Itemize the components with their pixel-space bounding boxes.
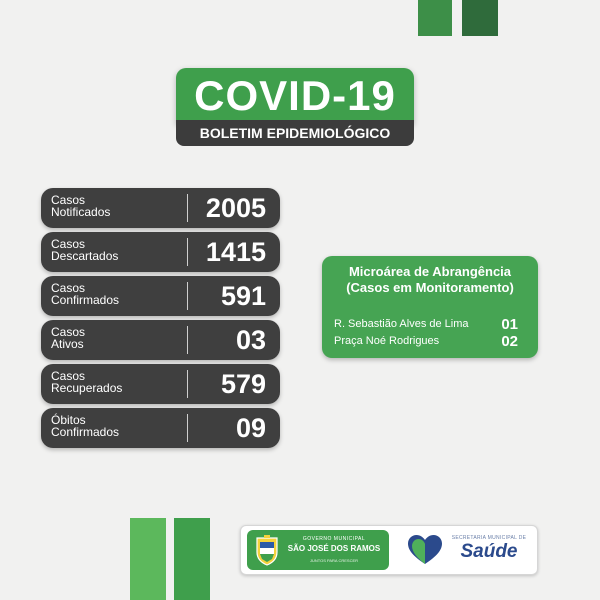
stat-divider [187,326,188,354]
decor-bar-top-dark [462,0,498,36]
footer-logos [240,525,538,575]
stats-panel [41,188,280,452]
stat-value: 03 [235,324,266,355]
stat-label: Casos Notificados [51,193,111,219]
decor-bar-top-light [418,0,452,36]
gov-small-label: GOVERNO MUNICIPAL [302,536,366,542]
microarea-item-name: R. Sebastião Alves de Lima [334,318,469,330]
stat-divider [187,414,188,442]
microarea-item-name: Praça Noé Rodrigues [334,335,440,347]
stat-notificados [41,188,280,228]
stat-divider [187,370,188,398]
gov-tagline: JUNTOS PARA CRESCER [309,558,359,563]
gov-name: SÃO JOSÉ DOS RAMOS [287,544,381,553]
gov-logo [247,530,389,570]
microarea-item [334,333,526,349]
stat-divider [187,282,188,310]
stat-label: Casos Recuperados [51,369,123,395]
stat-label: Casos Descartados [51,237,119,263]
stat-divider [187,238,188,266]
municipal-crest-icon [255,534,279,566]
stat-value: 579 [220,368,266,399]
page-subtitle: BOLETIM EPIDEMIOLÓGICO [176,120,414,146]
page-title: COVID-19 [176,68,414,124]
stat-obitos [41,408,280,448]
stat-descartados [41,232,280,272]
microarea-title: Microárea de Abrangência (Casos em Monitoramento) [346,264,514,295]
stat-label: Casos Ativos [51,325,86,351]
stat-ativos [41,320,280,360]
stat-confirmados [41,276,280,316]
stat-value: 1415 [205,236,266,267]
stat-divider [187,194,188,222]
stat-value: 591 [220,280,266,311]
stat-label: Óbitos Confirmados [51,413,120,439]
saude-name: Saúde [460,541,518,562]
microarea-item-count: 02 [501,333,518,350]
microarea-item-count: 01 [501,316,518,333]
stat-recuperados [41,364,280,404]
heart-logo-icon [407,534,443,566]
stat-value: 09 [235,412,266,443]
microarea-item [334,316,526,332]
stat-label: Casos Confirmados [51,281,120,307]
decor-bar-bottom-mid [174,518,210,600]
decor-bar-bottom-light [130,518,166,600]
stat-value: 2005 [205,192,266,223]
microarea-panel [322,256,538,358]
saude-small-label: SECRETARIA MUNICIPAL DE [451,535,527,541]
